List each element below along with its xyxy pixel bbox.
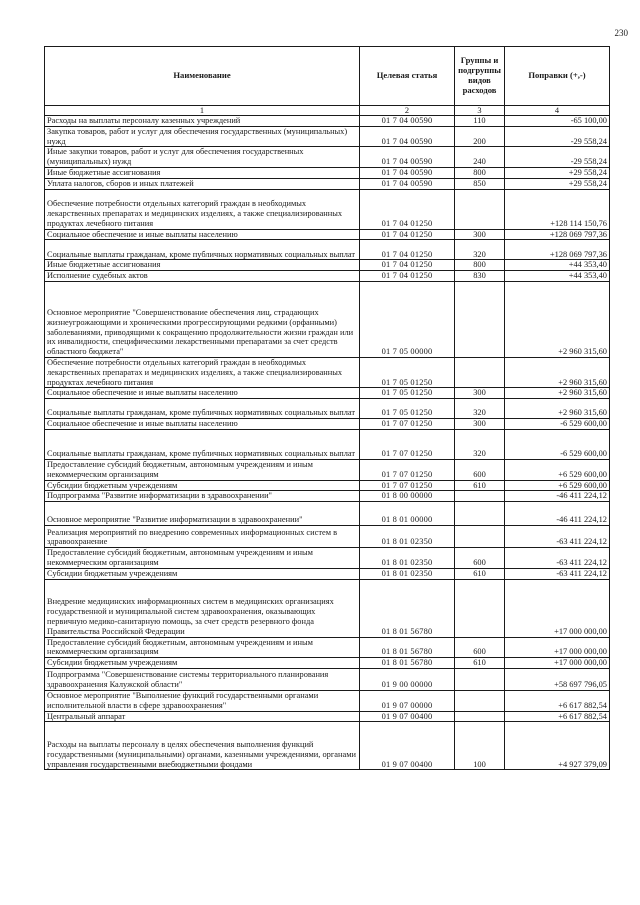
table-row xyxy=(45,690,610,711)
row-expense-group xyxy=(455,526,505,548)
row-name: Расходы на выплаты персоналу казенных учреждений xyxy=(45,116,360,127)
table-row xyxy=(45,480,610,491)
table-row xyxy=(45,658,610,669)
table-row xyxy=(45,502,610,526)
row-amount: +17 000 000,00 xyxy=(505,579,610,637)
row-expense-group xyxy=(455,502,505,526)
row-amount: +6 617 882,54 xyxy=(505,711,610,722)
table-row xyxy=(45,711,610,722)
row-expense-group: 610 xyxy=(455,480,505,491)
row-target-code: 01 9 07 00400 xyxy=(360,711,455,722)
row-amount: +128 069 797,36 xyxy=(505,240,610,260)
row-expense-group xyxy=(455,357,505,387)
table-row xyxy=(45,116,610,127)
row-target-code: 01 8 01 02350 xyxy=(360,568,455,579)
table-row xyxy=(45,637,610,658)
row-name: Исполнение судебных актов xyxy=(45,271,360,282)
header-row xyxy=(45,47,610,106)
row-expense-group xyxy=(455,668,505,690)
row-amount: +128 069 797,36 xyxy=(505,229,610,240)
row-name: Социальное обеспечение и иные выплаты населению xyxy=(45,388,360,399)
row-name: Закупка товаров, работ и услуг для обеспечения государственных (муниципальных) нужд xyxy=(45,126,360,147)
row-name: Основное мероприятие "Выполнение функций государственными органами исполнительной власти в сфере здравоохранения" xyxy=(45,690,360,711)
row-amount: +2 960 315,60 xyxy=(505,388,610,399)
table-row xyxy=(45,126,610,147)
row-expense-group: 300 xyxy=(455,229,505,240)
row-name: Реализация мероприятий по внедрению современных информационных систем в здравоохранение xyxy=(45,526,360,548)
table-row xyxy=(45,229,610,240)
row-target-code: 01 7 05 00000 xyxy=(360,281,455,357)
row-target-code: 01 7 04 01250 xyxy=(360,240,455,260)
row-name: Субсидии бюджетным учреждениям xyxy=(45,658,360,669)
row-name: Социальные выплаты гражданам, кроме публичных нормативных социальных выплат xyxy=(45,399,360,419)
row-expense-group: 240 xyxy=(455,147,505,168)
row-expense-group: 830 xyxy=(455,271,505,282)
row-expense-group: 110 xyxy=(455,116,505,127)
row-amount: -63 411 224,12 xyxy=(505,548,610,569)
row-expense-group: 850 xyxy=(455,178,505,189)
row-target-code: 01 8 01 56780 xyxy=(360,579,455,637)
row-expense-group xyxy=(455,491,505,502)
row-name: Подпрограмма "Совершенствование системы территориального планирования здравоохранения Калужской области" xyxy=(45,668,360,690)
row-target-code: 01 7 05 01250 xyxy=(360,357,455,387)
table-row xyxy=(45,147,610,168)
row-target-code: 01 7 04 01250 xyxy=(360,229,455,240)
row-name: Центральный аппарат xyxy=(45,711,360,722)
row-name: Расходы на выплаты персоналу в целях обеспечения выполнения функций государственными (муниципальными) органами, казенными учреждениями, органами управления государственными внебюджетными фондами xyxy=(45,722,360,770)
row-name: Социальное обеспечение и иные выплаты населению xyxy=(45,419,360,430)
row-amount: -65 100,00 xyxy=(505,116,610,127)
row-target-code: 01 7 07 01250 xyxy=(360,459,455,480)
row-name: Предоставление субсидий бюджетным, автономным учреждениям и иным некоммерческим организациям xyxy=(45,637,360,658)
table-row xyxy=(45,429,610,459)
table-row xyxy=(45,399,610,419)
row-target-code: 01 8 01 02350 xyxy=(360,526,455,548)
row-target-code: 01 7 07 01250 xyxy=(360,429,455,459)
row-amount: +44 353,40 xyxy=(505,260,610,271)
row-name: Основное мероприятие "Совершенствование обеспечения лиц, страдающих жизнеугрожающими и хроническими прогрессирующими редкими (орфанными) заболеваниями, приводящими к сокращению продолжительности жизни граждан или их инвалидности, специфическими лекарственными препаратами за счет средств областного бюджета" xyxy=(45,281,360,357)
table-row xyxy=(45,260,610,271)
header-number-row xyxy=(45,106,610,116)
row-name: Иные бюджетные ассигнования xyxy=(45,167,360,178)
row-amount: +6 529 600,00 xyxy=(505,480,610,491)
row-amount: -46 411 224,12 xyxy=(505,502,610,526)
row-name: Уплата налогов, сборов и иных платежей xyxy=(45,178,360,189)
table-row xyxy=(45,491,610,502)
row-expense-group: 320 xyxy=(455,429,505,459)
row-target-code: 01 7 04 00590 xyxy=(360,178,455,189)
row-name: Обеспечение потребности отдельных категорий граждан в необходимых лекарственных препаратах и медицинских изделиях, а также специализированных продуктах лечебного питания xyxy=(45,357,360,387)
row-name: Предоставление субсидий бюджетным, автономным учреждениям и иным некоммерческим организациям xyxy=(45,548,360,569)
header-number: 2 xyxy=(360,106,455,116)
header-code: Целевая статья xyxy=(360,47,455,106)
row-target-code: 01 8 01 56780 xyxy=(360,637,455,658)
row-amount: +4 927 379,09 xyxy=(505,722,610,770)
header-name: Наименование xyxy=(45,47,360,106)
row-amount: +2 960 315,60 xyxy=(505,399,610,419)
header-amount: Поправки (+,-) xyxy=(505,47,610,106)
row-target-code: 01 7 04 01250 xyxy=(360,189,455,229)
row-expense-group: 800 xyxy=(455,260,505,271)
row-amount: -29 558,24 xyxy=(505,147,610,168)
row-target-code: 01 8 01 00000 xyxy=(360,502,455,526)
row-target-code: 01 8 00 00000 xyxy=(360,491,455,502)
table-row xyxy=(45,526,610,548)
row-target-code: 01 7 04 00590 xyxy=(360,126,455,147)
table-row xyxy=(45,189,610,229)
table-row xyxy=(45,419,610,430)
row-amount: +29 558,24 xyxy=(505,167,610,178)
row-amount: +2 960 315,60 xyxy=(505,357,610,387)
row-target-code: 01 8 01 56780 xyxy=(360,658,455,669)
row-expense-group: 300 xyxy=(455,419,505,430)
row-name: Субсидии бюджетным учреждениям xyxy=(45,568,360,579)
row-amount: +2 960 315,60 xyxy=(505,281,610,357)
row-name: Внедрение медицинских информационных систем в медицинских организациях государственной и муниципальной систем здравоохранения, оказывающих первичную медико-санитарную помощь, за счет средств резервного фонда Правительства Российской Федерации xyxy=(45,579,360,637)
row-name: Социальные выплаты гражданам, кроме публичных нормативных социальных выплат xyxy=(45,429,360,459)
row-amount: -46 411 224,12 xyxy=(505,491,610,502)
row-expense-group: 320 xyxy=(455,399,505,419)
row-expense-group xyxy=(455,690,505,711)
row-expense-group: 200 xyxy=(455,126,505,147)
row-expense-group xyxy=(455,281,505,357)
table-row xyxy=(45,240,610,260)
row-expense-group: 600 xyxy=(455,459,505,480)
row-amount: +44 353,40 xyxy=(505,271,610,282)
row-amount: -63 411 224,12 xyxy=(505,526,610,548)
row-name: Обеспечение потребности отдельных категорий граждан в необходимых лекарственных препаратах и медицинских изделиях, а также специализированных продуктах лечебного питания xyxy=(45,189,360,229)
row-amount: +58 697 796,05 xyxy=(505,668,610,690)
row-name: Предоставление субсидий бюджетным, автономным учреждениям и иным некоммерческим организациям xyxy=(45,459,360,480)
table-row xyxy=(45,548,610,569)
table-row xyxy=(45,568,610,579)
header-number: 1 xyxy=(45,106,360,116)
table-row xyxy=(45,722,610,770)
budget-table xyxy=(44,46,610,770)
row-expense-group: 300 xyxy=(455,388,505,399)
header-number: 4 xyxy=(505,106,610,116)
row-target-code: 01 8 01 02350 xyxy=(360,548,455,569)
row-amount: +6 529 600,00 xyxy=(505,459,610,480)
row-name: Иные бюджетные ассигнования xyxy=(45,260,360,271)
row-expense-group: 600 xyxy=(455,637,505,658)
row-amount: +29 558,24 xyxy=(505,178,610,189)
row-name: Основное мероприятие "Развитие информатизации в здравоохранении" xyxy=(45,502,360,526)
table-row xyxy=(45,668,610,690)
row-target-code: 01 9 07 00400 xyxy=(360,722,455,770)
row-target-code: 01 9 07 00000 xyxy=(360,690,455,711)
row-expense-group xyxy=(455,579,505,637)
row-amount: +6 617 882,54 xyxy=(505,690,610,711)
row-name: Подпрограмма "Развитие информатизации в здравоохранении" xyxy=(45,491,360,502)
row-expense-group: 610 xyxy=(455,568,505,579)
row-amount: +128 114 150,76 xyxy=(505,189,610,229)
table-row xyxy=(45,459,610,480)
row-target-code: 01 9 00 00000 xyxy=(360,668,455,690)
table-row xyxy=(45,271,610,282)
row-target-code: 01 7 04 01250 xyxy=(360,260,455,271)
header-number: 3 xyxy=(455,106,505,116)
header-group: Группы и подгруппы видов расходов xyxy=(455,47,505,106)
row-amount: -29 558,24 xyxy=(505,126,610,147)
row-amount: -63 411 224,12 xyxy=(505,568,610,579)
row-expense-group xyxy=(455,189,505,229)
row-target-code: 01 7 07 01250 xyxy=(360,419,455,430)
row-target-code: 01 7 04 01250 xyxy=(360,271,455,282)
row-amount: -6 529 600,00 xyxy=(505,419,610,430)
row-target-code: 01 7 04 00590 xyxy=(360,167,455,178)
row-expense-group: 100 xyxy=(455,722,505,770)
row-expense-group: 800 xyxy=(455,167,505,178)
table-row xyxy=(45,167,610,178)
row-amount: +17 000 000,00 xyxy=(505,658,610,669)
row-target-code: 01 7 04 00590 xyxy=(360,147,455,168)
row-target-code: 01 7 05 01250 xyxy=(360,388,455,399)
row-name: Иные закупки товаров, работ и услуг для обеспечения государственных (муниципальных) нужд xyxy=(45,147,360,168)
row-target-code: 01 7 04 00590 xyxy=(360,116,455,127)
row-expense-group: 320 xyxy=(455,240,505,260)
row-amount: +17 000 000,00 xyxy=(505,637,610,658)
table-row xyxy=(45,388,610,399)
row-target-code: 01 7 05 01250 xyxy=(360,399,455,419)
row-name: Социальное обеспечение и иные выплаты населению xyxy=(45,229,360,240)
table-row xyxy=(45,357,610,387)
row-amount: -6 529 600,00 xyxy=(505,429,610,459)
row-expense-group: 610 xyxy=(455,658,505,669)
table-row xyxy=(45,281,610,357)
row-name: Субсидии бюджетным учреждениям xyxy=(45,480,360,491)
table-row xyxy=(45,579,610,637)
row-expense-group xyxy=(455,711,505,722)
page-number: 230 xyxy=(614,28,628,38)
table-row xyxy=(45,178,610,189)
row-name: Социальные выплаты гражданам, кроме публичных нормативных социальных выплат xyxy=(45,240,360,260)
row-expense-group: 600 xyxy=(455,548,505,569)
row-target-code: 01 7 07 01250 xyxy=(360,480,455,491)
